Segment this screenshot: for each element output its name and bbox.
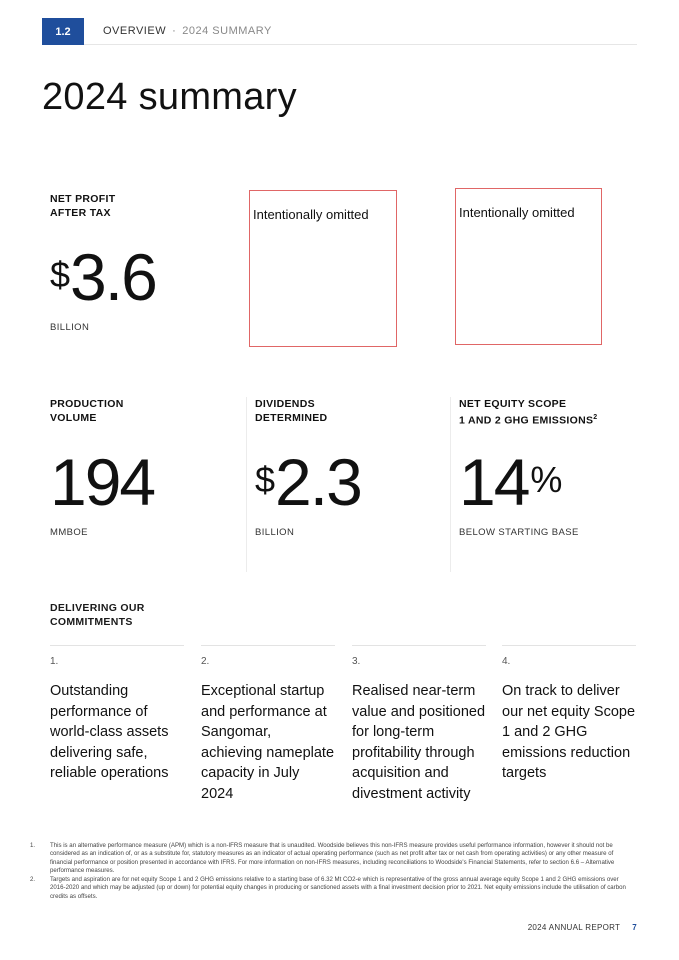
stat-percent: % xyxy=(530,459,563,500)
commitment-divider xyxy=(352,645,486,646)
stat-label: DIVIDENDS DETERMINED xyxy=(255,398,328,424)
commitment-divider xyxy=(50,645,184,646)
stat-label: NET PROFIT AFTER TAX xyxy=(50,193,116,219)
footnote xyxy=(30,842,635,875)
commitment-item xyxy=(502,645,636,784)
footnotes xyxy=(30,842,635,902)
omitted-box xyxy=(249,190,397,347)
stat-currency: $ xyxy=(50,254,71,295)
stat-production-volume xyxy=(42,397,242,572)
page-footer xyxy=(528,923,637,932)
page-number: 7 xyxy=(632,923,637,932)
stat-unit: BILLION xyxy=(50,322,90,333)
stat-value xyxy=(255,445,361,519)
stat-emissions xyxy=(450,397,651,572)
stat-label: PRODUCTION VOLUME xyxy=(50,398,124,424)
breadcrumb-subsection: 2024 SUMMARY xyxy=(182,25,272,37)
commitment-number: 2. xyxy=(201,656,210,667)
stat-label-text: NET EQUITY SCOPE 1 AND 2 GHG EMISSIONS xyxy=(459,398,594,427)
stat-value xyxy=(50,445,155,519)
footnote-ref: 2 xyxy=(593,414,598,421)
footnote-number: 2. xyxy=(30,876,36,884)
stat-unit: BILLION xyxy=(255,527,295,538)
commitment-text: On track to deliver our net equity Scope 1 and 2 GHG emissions reduction targets xyxy=(502,683,636,781)
commitment-number: 1. xyxy=(50,656,59,667)
breadcrumb-section: OVERVIEW xyxy=(103,25,167,37)
commitment-text: Exceptional startup and performance at Sangomar, achieving nameplate capacity in July 2024 xyxy=(201,683,335,802)
commitment-item xyxy=(352,645,486,804)
stat-unit: BELOW STARTING BASE xyxy=(459,527,579,538)
omitted-box xyxy=(455,188,602,345)
commitment-number: 4. xyxy=(502,656,511,667)
omitted-label: Intentionally omitted xyxy=(459,205,575,220)
header-divider xyxy=(84,44,637,45)
stat-number: 2.3 xyxy=(275,445,361,519)
stat-value xyxy=(459,445,563,519)
stat-currency: $ xyxy=(255,459,276,500)
stat-number: 194 xyxy=(50,445,155,519)
commitment-text: Realised near-term value and positioned for long-term profitability through acquisition and divestment activity xyxy=(352,683,486,802)
commitment-number: 3. xyxy=(352,656,361,667)
commitment-item xyxy=(201,645,335,804)
section-number-tab xyxy=(42,18,84,45)
footnote xyxy=(30,876,635,901)
footnote-text: Targets and aspiration are for net equity Scope 1 and 2 GHG emissions relative to a starting base of 6.32 Mt CO2-e which is representative of the gross annual average equity Scope 1 and 2 GHG emissions over 2016-2020 and which may be adjusted (up or down) for potential equity changes in producing or sanctioned assets with a final investment decision prior to 2021. Net equity emissions include the utilisation of carbon credits as offsets. xyxy=(50,876,626,900)
stat-dividends xyxy=(246,397,447,572)
stat-number: 3.6 xyxy=(70,240,156,314)
omitted-label: Intentionally omitted xyxy=(253,207,369,222)
stat-net-profit xyxy=(42,192,242,367)
breadcrumb xyxy=(103,25,272,37)
footnote-text: This is an alternative performance measure (APM) which is a non-IFRS measure that is unaudited. Woodside believes this non-IFRS measure provides useful performance information, however it should not be considered as an indication of, or as a substitute for, statutory measures as an indicator of actual operating performance (such as net profit after tax or net cash from operating activities) or any other measure of financial performance or position presented in accordance with IFRS. For more information on non-IFRS measures, including reconciliations to Woodside's Financial Statements, refer to section 6.6 – Alternative performance measures. xyxy=(50,842,615,874)
commitment-text: Outstanding performance of world-class assets delivering safe, reliable operations xyxy=(50,683,169,781)
stat-number: 14 xyxy=(459,445,529,519)
page-title: 2024 summary xyxy=(42,76,297,118)
report-name: 2024 ANNUAL REPORT xyxy=(527,923,621,932)
footnote-number: 1. xyxy=(30,842,36,849)
section-number: 1.2 xyxy=(55,25,71,38)
stat-value xyxy=(50,240,156,314)
commitment-divider xyxy=(502,645,636,646)
commitment-item xyxy=(50,645,184,784)
stat-unit: MMBOE xyxy=(50,527,88,538)
stat-label xyxy=(459,397,639,428)
commitment-divider xyxy=(201,645,335,646)
commitments-heading: DELIVERING OUR COMMITMENTS xyxy=(50,602,145,628)
breadcrumb-separator: · xyxy=(172,25,177,37)
